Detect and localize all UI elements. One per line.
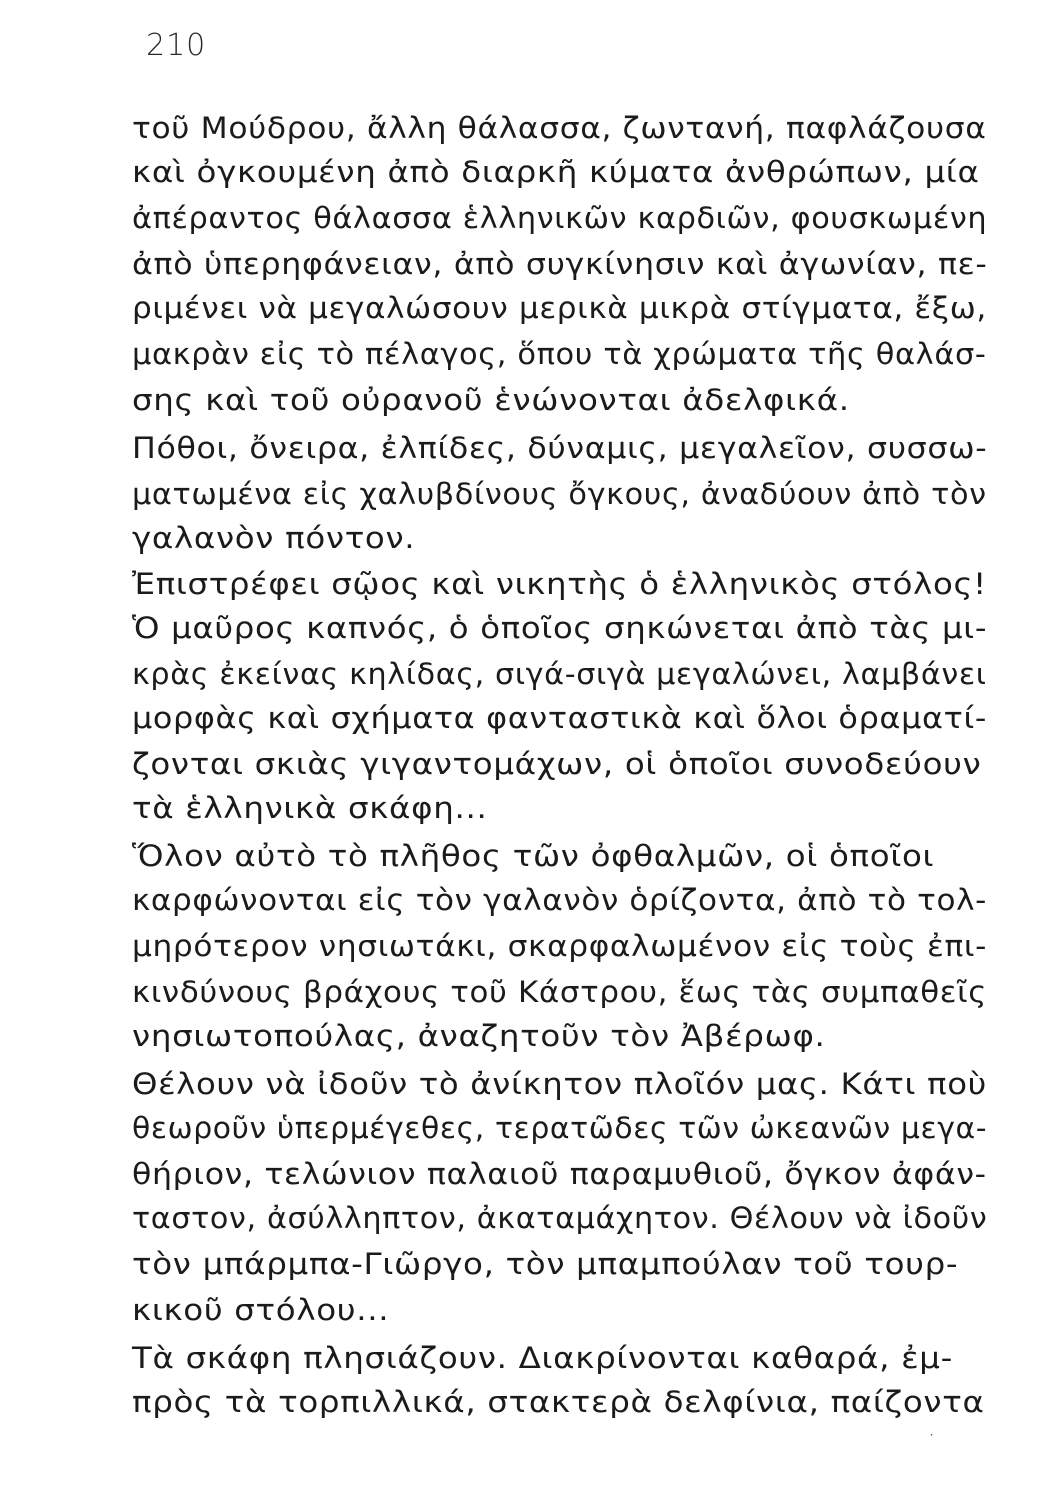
text-line: ριμένει νὰ μεγαλώσουν μερικὰ μικρὰ στίγματα, ἔξω,: [132, 291, 987, 325]
text-line: Πόθοι, ὄνειρα, ἐλπίδες, δύναμις, μεγαλεῖον, συσσω-: [132, 431, 988, 465]
text-line: τὸν μπάρμπα-Γιῶργο, τὸν μπαμπούλαν τοῦ τουρ-: [132, 1247, 959, 1281]
text-line: κινδύνους βράχους τοῦ Κάστρου, ἕως τὰς συμπαθεῖς: [132, 975, 987, 1009]
text-line: Τὰ σκάφη πλησιάζουν. Διακρίνονται καθαρά, ἐμ-: [132, 1341, 954, 1375]
text-line: νησιωτοπούλας, ἀναζητοῦν τὸν Ἀβέρωφ.: [132, 1019, 826, 1053]
text-line: τὰ ἑλληνικὰ σκάφη...: [132, 791, 488, 825]
text-line: σης καὶ τοῦ οὐρανοῦ ἑνώνονται ἀδελφικά.: [132, 383, 850, 417]
text-line: μορφὰς καὶ σχήματα φανταστικὰ καὶ ὅλοι ὁραματί-: [132, 701, 988, 735]
text-line: Ὁ μαῦρος καπνός, ὁ ὁποῖος σηκώνεται ἀπὸ τὰς μι-: [132, 611, 988, 645]
text-line: ἀπὸ ὑπερηφάνειαν, ἀπὸ συγκίνησιν καὶ ἀγωνίαν, πε-: [132, 247, 988, 281]
text-line: μακρὰν εἰς τὸ πέλαγος, ὅπου τὰ χρώματα τῆς θαλάσ-: [132, 337, 987, 371]
text-line: ἀπέραντος θάλασσα ἑλληνικῶν καρδιῶν, φουσκωμένη: [132, 201, 988, 235]
text-line: κικοῦ στόλου...: [132, 1293, 390, 1327]
text-line: τοῦ Μούδρου, ἄλλη θάλασσα, ζωντανή, παφλάζουσα: [132, 111, 987, 145]
text-line: γαλανὸν πόντον.: [132, 521, 416, 555]
text-line: θήριον, τελώνιον παλαιοῦ παραμυθιοῦ, ὄγκον ἀφάν-: [132, 1157, 987, 1191]
text-line: κρὰς ἐκείνας κηλίδας, σιγά-σιγὰ μεγαλώνει, λαμβάνει: [132, 657, 987, 691]
text-line: ζονται σκιὰς γιγαντομάχων, οἱ ὁποῖοι συνοδεύουν: [132, 747, 982, 781]
text-line: μηρότερον νησιωτάκι, σκαρφαλωμένον εἰς τοὺς ἐπι-: [132, 929, 988, 963]
text-line: Θέλουν νὰ ἰδοῦν τὸ ἀνίκητον πλοῖόν μας. Κάτι ποὺ: [132, 1067, 988, 1101]
text-line: πρὸς τὰ τορπιλλικά, στακτερὰ δελφίνια, παίζοντα: [132, 1385, 985, 1419]
ink-speck: ˙: [928, 1433, 935, 1449]
text-line: καὶ ὀγκουμένη ἀπὸ διαρκῆ κύματα ἀνθρώπων, μία: [132, 155, 980, 189]
text-line: καρφώνονται εἰς τὸν γαλανὸν ὁρίζοντα, ἀπὸ τὸ τολ-: [132, 883, 987, 917]
text-line: Ἐπιστρέφει σῷος καὶ νικητὴς ὁ ἑλληνικὸς στόλος!: [132, 567, 987, 601]
page-number: 210: [146, 28, 207, 63]
text-line: Ὅλον αὐτὸ τὸ πλῆθος τῶν ὀφθαλμῶν, οἱ ὁποῖοι: [132, 839, 935, 873]
text-line: θεωροῦν ὑπερμέγεθες, τερατῶδες τῶν ὠκεανῶν μεγα-: [132, 1111, 988, 1145]
text-line: ταστον, ἀσύλληπτον, ἀκαταμάχητον. Θέλουν νὰ ἰδοῦν: [132, 1201, 988, 1235]
text-line: ματωμένα εἰς χαλυβδίνους ὄγκους, ἀναδύουν ἀπὸ τὸν: [132, 477, 987, 511]
